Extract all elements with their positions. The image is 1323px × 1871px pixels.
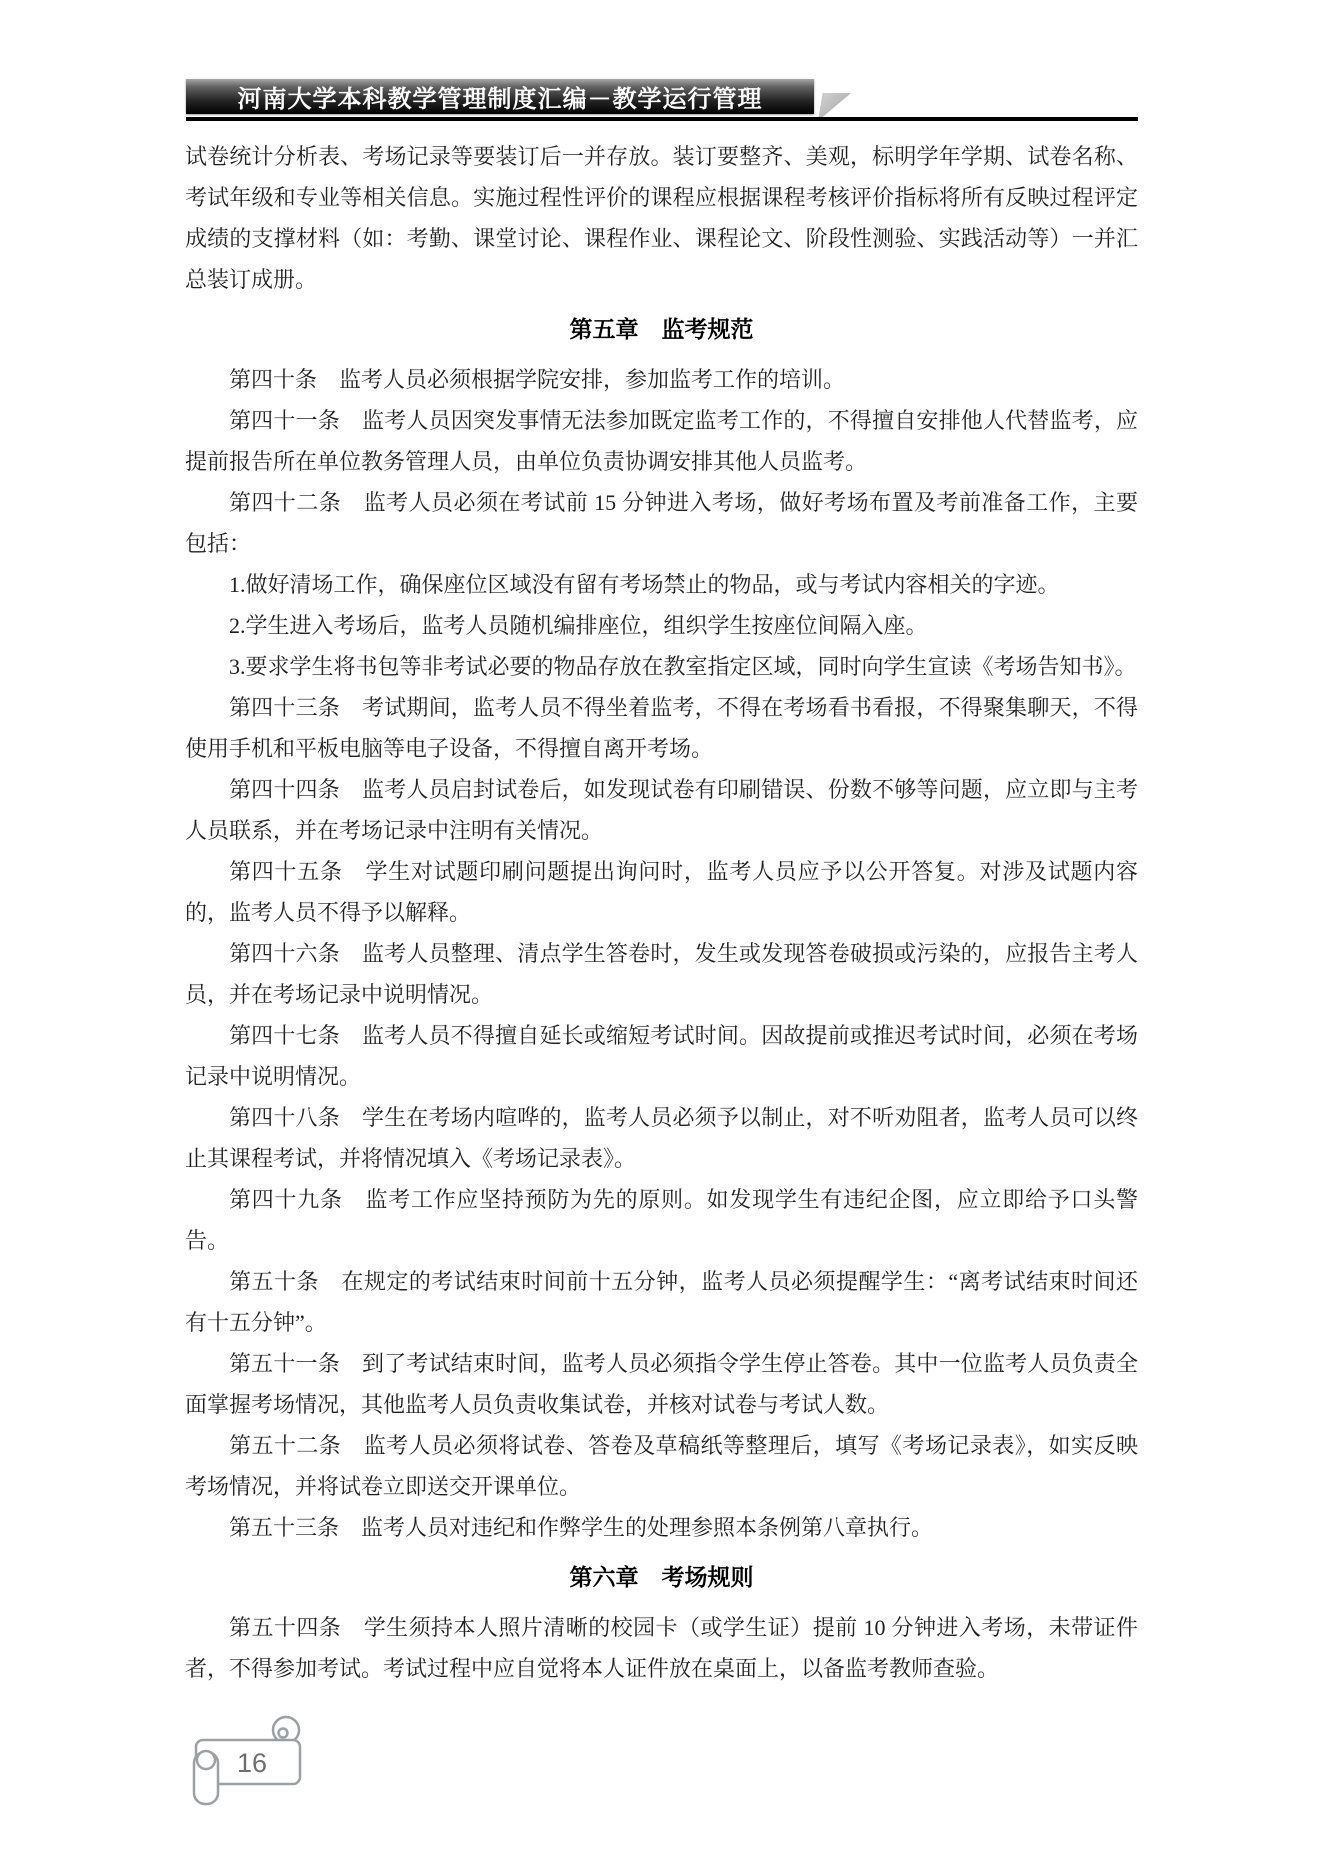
paragraph: 第四十一条 监考人员因突发事情无法参加既定监考工作的，不得擅自安排他人代替监考，应提前报告所在单位教务管理人员，由单位负责协调安排其他人员监考。 bbox=[185, 408, 1138, 474]
paragraph: 第四十七条 监考人员不得擅自延长或缩短考试时间。因故提前或推迟考试时间，必须在考场记录中说明情况。 bbox=[185, 1023, 1138, 1089]
document-body bbox=[185, 136, 1138, 1689]
paragraph: 试卷统计分析表、考场记录等要装订后一并存放。装订要整齐、美观，标明学年学期、试卷名称、考试年级和专业等相关信息。实施过程性评价的课程应根据课程考核评价指标将所有反映过程评定成绩的支撑材料（如：考勤、课堂讨论、课程作业、课程论文、阶段性测验、实践活动等）一并汇总装订成册。 bbox=[185, 144, 1138, 292]
paragraph: 第四十八条 学生在考场内喧哗的，监考人员必须予以制止，对不听劝阻者，监考人员可以终止其课程考试，并将情况填入《考场记录表》。 bbox=[185, 1105, 1138, 1171]
paragraph: 第五十三条 监考人员对违纪和作弊学生的处理参照本条例第八章执行。 bbox=[229, 1515, 934, 1540]
paragraph: 第五十二条 监考人员必须将试卷、答卷及草稿纸等整理后，填写《考场记录表》，如实反映考场情况，并将试卷立即送交开课单位。 bbox=[185, 1433, 1138, 1499]
paragraph: 第五十一条 到了考试结束时间，监考人员必须指令学生停止答卷。其中一位监考人员负责全面掌握考场情况，其他监考人员负责收集试卷，并核对试卷与考试人数。 bbox=[185, 1351, 1138, 1417]
paragraph: 1.做好清场工作，确保座位区域没有留有考场禁止的物品，或与考试内容相关的字迹。 bbox=[229, 572, 1060, 597]
header-banner-title: 河南大学本科教学管理制度汇编－教学运行管理 bbox=[237, 86, 763, 113]
scroll-icon bbox=[182, 1714, 314, 1814]
paragraph: 第五十条 在规定的考试结束时间前十五分钟，监考人员必须提醒学生：“离考试结束时间还有十五分钟”。 bbox=[185, 1269, 1138, 1335]
paragraph: 第四十四条 监考人员启封试卷后，如发现试卷有印刷错误、份数不够等问题，应立即与主考人员联系，并在考场记录中注明有关情况。 bbox=[185, 777, 1138, 843]
paragraph: 2.学生进入考场后，监考人员随机编排座位，组织学生按座位间隔入座。 bbox=[229, 613, 928, 638]
paragraph: 3.要求学生将书包等非考试必要的物品存放在教室指定区域，同时向学生宣读《考场告知书》。 bbox=[229, 654, 1137, 679]
paragraph: 第四十六条 监考人员整理、清点学生答卷时，发生或发现答卷破损或污染的，应报告主考人员，并在考场记录中说明情况。 bbox=[185, 941, 1138, 1007]
paragraph: 第五十四条 学生须持本人照片清晰的校园卡（或学生证）提前 10 分钟进入考场，未带证件者，不得参加考试。考试过程中应自觉将本人证件放在桌面上，以备监考教师查验。 bbox=[185, 1615, 1138, 1681]
page-number-scroll bbox=[182, 1714, 314, 1814]
paragraph: 第六章 考场规则 bbox=[569, 1564, 754, 1590]
header-rule bbox=[186, 117, 1138, 121]
page-number: 16 bbox=[236, 1748, 268, 1778]
paragraph: 第四十九条 监考工作应坚持预防为先的原则。如发现学生有违纪企图，应立即给予口头警告。 bbox=[185, 1187, 1138, 1253]
paragraph: 第四十五条 学生对试题印刷问题提出询问时，监考人员应予以公开答复。对涉及试题内容的，监考人员不得予以解释。 bbox=[185, 859, 1138, 925]
paragraph: 第四十条 监考人员必须根据学院安排，参加监考工作的培训。 bbox=[229, 367, 846, 392]
paragraph: 第五章 监考规范 bbox=[569, 316, 754, 342]
paragraph: 第四十二条 监考人员必须在考试前 15 分钟进入考场，做好考场布置及考前准备工作，主要包括： bbox=[185, 490, 1138, 556]
header-banner bbox=[186, 79, 814, 114]
paragraph: 第四十三条 考试期间，监考人员不得坐着监考，不得在考场看书看报，不得聚集聊天，不得使用手机和平板电脑等电子设备，不得擅自离开考场。 bbox=[185, 695, 1138, 761]
